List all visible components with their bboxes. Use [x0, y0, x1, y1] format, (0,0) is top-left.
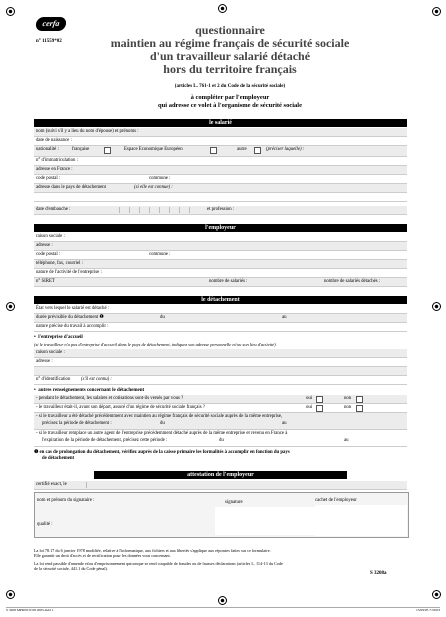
autres-title: • autres renseignements concernant le détachement	[34, 388, 145, 393]
articles-reference: (articles L. 761-1 et 2 du Code de la sécurité sociale)	[174, 84, 286, 89]
field-label: adresse :	[36, 243, 53, 248]
field-label: nombre de salariés :	[209, 279, 248, 284]
legal-notice	[34, 548, 407, 571]
option-label: oui	[306, 396, 313, 401]
field-label: et profession :	[207, 207, 235, 212]
field-label: qualité :	[37, 522, 53, 527]
signature-block	[34, 492, 409, 538]
footer-right: 15/09/05 7:50:03	[415, 608, 440, 612]
title-line-4: hors du territoire français	[163, 62, 297, 76]
field-label: (si elle est connue) :	[134, 185, 173, 190]
cerfa-logo: cerfa	[35, 17, 67, 31]
note-line-2: de détachement	[42, 456, 75, 461]
checkbox-eee[interactable]	[210, 147, 217, 154]
field-adresse[interactable]	[34, 242, 407, 251]
title-line-3: d'un travailleur salarié détaché	[149, 49, 311, 63]
legal-line: La loi 78.17 du 6 janvier 1978 modifiée, relative à l'informatique, aux fichiers et aux libertés s'applique aux réponses faites sur ce formulaire.	[34, 548, 271, 553]
field-label: code postal :	[36, 252, 61, 257]
legal-line: de la sécurité sociale, 441.1 du Code pénal).	[34, 566, 108, 571]
field-label: code postal :	[36, 176, 61, 181]
field-label: nature de l'activité de l'entreprise :	[36, 270, 102, 275]
field-label: adresse dans le pays de détachement	[36, 185, 106, 190]
field-raison[interactable]	[34, 233, 407, 242]
accueil-title: • l'entreprise d'accueil	[34, 335, 83, 340]
form-code: S 3208a	[370, 571, 387, 576]
instruction	[60, 94, 400, 110]
field-label: n° d'immatriculation :	[36, 158, 78, 163]
field-adresse-fr[interactable]	[34, 166, 407, 175]
section-attestation-heading: attestation de l'employeur	[94, 471, 347, 479]
field-duree[interactable]	[34, 314, 407, 323]
question-text: l'expiration de la période de détachement, précisez cette période :	[42, 438, 168, 443]
field-label: date de naissance :	[36, 138, 72, 143]
checkbox-q2-non[interactable]	[356, 405, 363, 412]
section-salarie-heading: le salarié	[34, 119, 407, 127]
footer-left: S 3208 MPRNCN 08 2005.indd 1	[6, 608, 54, 612]
field-telephone[interactable]	[34, 260, 407, 269]
field-label: au	[282, 315, 287, 320]
field-blank[interactable]	[34, 367, 407, 376]
registration-mark	[218, 4, 227, 13]
field-certifie[interactable]	[34, 481, 407, 490]
option-label: française	[72, 147, 90, 152]
field-label: durée prévisible du détachement ❶	[36, 315, 104, 320]
form-number: n° 11559*02	[36, 39, 62, 44]
field-etat[interactable]	[34, 305, 407, 314]
checkbox-q1-oui[interactable]	[316, 396, 323, 403]
registration-mark	[6, 302, 15, 311]
question-assure	[34, 404, 407, 413]
instruction-line-2: qui adresse ce volet à l'organisme de sécurité sociale	[158, 102, 302, 109]
field-label: n° d'identification	[36, 377, 71, 382]
field-label: nom et prénom du signataire :	[37, 498, 95, 503]
question-periode-precedente[interactable]	[34, 413, 407, 430]
field-immatriculation[interactable]	[34, 157, 407, 166]
field-label: au	[344, 438, 349, 443]
field-label: certifié exact, le	[36, 482, 67, 487]
registration-mark	[6, 7, 15, 16]
instruction-line-1: à compléter par l'employeur	[190, 94, 270, 101]
checkbox-autre[interactable]	[254, 147, 261, 154]
field-label: date d'embauche :	[36, 207, 71, 212]
field-nom[interactable]	[34, 128, 407, 137]
field-accueil-adresse[interactable]	[34, 358, 407, 367]
field-label: signature	[225, 500, 243, 505]
field-embauche[interactable]	[34, 206, 407, 215]
field-label: raison sociale :	[36, 234, 65, 239]
note-line-1: ❶ en cas de prolongation du détachement, vérifiez auprès de la caisse primaire les formalités à accomplir en fonction du pays	[34, 450, 290, 455]
registration-mark	[432, 590, 441, 599]
stamp-area[interactable]	[315, 505, 407, 536]
print-footer	[6, 607, 440, 612]
field-label: nationalité :	[36, 147, 59, 152]
field-label: nature précise du travail à accomplir :	[36, 324, 109, 329]
field-blank[interactable]	[34, 193, 407, 202]
registration-mark	[432, 302, 441, 311]
field-identification[interactable]	[34, 376, 407, 385]
option-label: oui	[306, 405, 313, 410]
field-label: nom (suivi s'il y a lieu du nom d'épouse) et prénoms :	[36, 129, 139, 134]
prolongation-note	[34, 450, 407, 462]
question-text: - le travailleur était-il, avant son départ, assuré d'un régime de sécurité sociale français ?	[36, 405, 205, 410]
field-label: nombre de salariés détachés :	[324, 279, 381, 284]
field-label: du	[160, 315, 165, 320]
section-employeur-heading: l'employeur	[34, 224, 407, 232]
option-label: Espace Economique Européen	[124, 147, 183, 152]
option-label: (préciser laquelle) :	[266, 147, 305, 152]
title-line-1: questionnaire	[195, 23, 265, 37]
registration-mark	[432, 7, 441, 16]
field-label: téléphone, fax, courriel :	[36, 261, 84, 266]
question-remplacement[interactable]	[34, 430, 407, 447]
field-label: n° SIRET	[36, 279, 55, 284]
signature-area[interactable]	[215, 507, 315, 535]
question-text: - si le travailleur remplace un autre agent de l'entreprise précédemment détaché auprès de la même entreprise et revenu en France à	[36, 431, 288, 436]
question-text: - pendant le détachement, les salaires et cotisations sont-ils versés par vous ?	[36, 396, 184, 401]
field-nature-travail[interactable]	[34, 323, 407, 332]
option-label: autre	[237, 147, 247, 152]
field-accueil-raison[interactable]	[34, 349, 407, 358]
section-detachement-heading: le détachement	[34, 296, 407, 304]
field-code-postal[interactable]	[34, 175, 407, 184]
checkbox-q2-oui[interactable]	[316, 405, 323, 412]
autres-title-text: autres renseignements concernant le détachement	[38, 388, 145, 393]
checkbox-q1-non[interactable]	[356, 396, 363, 403]
field-label: (s'il est connu) :	[81, 377, 112, 382]
title-line-2: maintien au régime français de sécurité sociale	[110, 36, 350, 50]
field-adresse-det[interactable]	[34, 184, 407, 193]
field-label: du	[219, 438, 224, 443]
field-label: commune :	[149, 252, 171, 257]
registration-mark	[218, 596, 227, 605]
accueil-note: (si le travailleur n'a pas d'entreprise d'accueil dans le pays de détachement, indiquez son adresse personnelle et/ou son lieu d'activité)	[34, 342, 276, 347]
field-code-postal[interactable]	[34, 251, 407, 260]
registration-mark	[6, 590, 15, 599]
accueil-title-text: l'entreprise d'accueil	[38, 335, 83, 340]
field-label: adresse :	[36, 359, 53, 364]
field-label: adresse en France :	[36, 167, 73, 172]
field-label: au	[282, 421, 287, 426]
question-salaires	[34, 395, 407, 404]
field-nationalite	[34, 146, 407, 157]
checkbox-francaise[interactable]	[104, 147, 111, 154]
option-label: non	[344, 405, 352, 410]
field-naissance[interactable]	[34, 137, 407, 146]
field-label: commune :	[149, 176, 171, 181]
legal-line: Elle garantit un droit d'accès et de rectification pour les données vous concernant.	[34, 553, 171, 558]
field-nature[interactable]	[34, 269, 407, 278]
field-label: État vers lequel le salarié est détaché :	[36, 306, 110, 311]
field-label: cachet de l'employeur	[315, 498, 357, 503]
question-text: précisez la période de détachement :	[42, 421, 112, 426]
question-text: - si le travailleur a été détaché précédemment avec maintien au régime français de sécurité sociale auprès de la même entreprise,	[36, 414, 283, 419]
field-label: raison sociale :	[36, 350, 65, 355]
option-label: non	[344, 396, 352, 401]
field-label: du	[160, 421, 165, 426]
legal-line: La loi rend passible d'amende et/ou d'emprisonnement quiconque se rend coupable de fraudes ou de fausses déclarations (articles L. 114-13 du Code	[34, 561, 283, 566]
field-siret[interactable]	[34, 278, 407, 287]
